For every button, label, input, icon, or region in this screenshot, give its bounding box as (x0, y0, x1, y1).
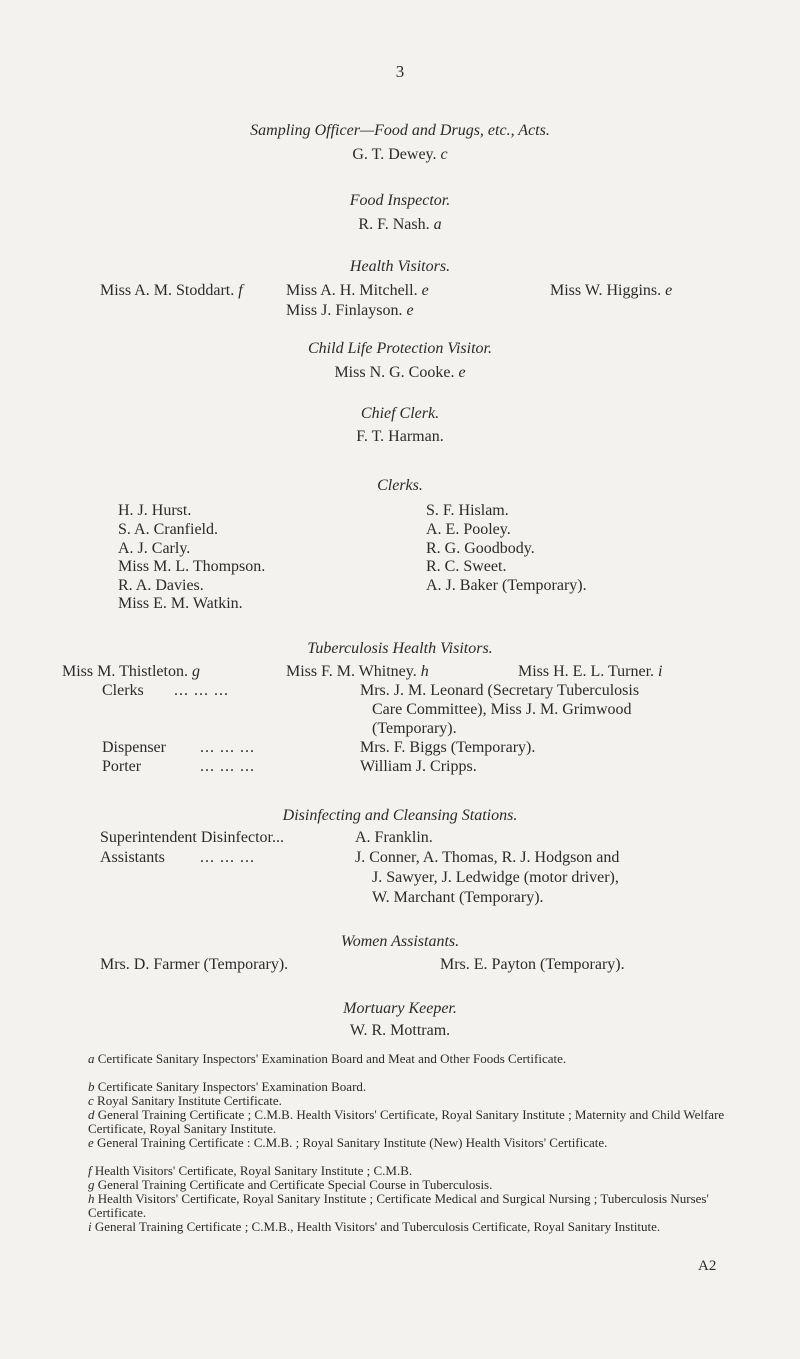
footnote (88, 1220, 728, 1234)
food-inspector-heading: Food Inspector. (349, 192, 451, 209)
chief-clerk-heading: Chief Clerk. (360, 405, 440, 422)
footnote-key: i (88, 1219, 92, 1234)
tb-visitor-entry (518, 663, 662, 681)
tb-visitor-name: Miss H. E. L. Turner. (518, 663, 655, 680)
tb-visitor-name: Miss M. Thistleton. (62, 663, 188, 680)
health-visitor-name: Miss A. H. Mitchell. (286, 282, 418, 299)
qualification-mark: h (420, 663, 429, 680)
qualification-mark: e (421, 282, 429, 299)
qualification-mark: g (191, 663, 200, 680)
footnote-key: g (88, 1177, 95, 1192)
clerk-name: H. J. Hurst. (118, 502, 192, 519)
footnote-text: Certificate Sanitary Inspectors' Examination Board and Meat and Other Foods Certificate. (97, 1051, 567, 1066)
disinfecting-role-value: J. Sawyer, J. Ledwidge (motor driver), (372, 869, 619, 886)
page-number: 3 (395, 62, 405, 81)
footnote-text: Royal Sanitary Institute Certificate. (97, 1093, 282, 1108)
food-inspector-entry (0, 216, 800, 234)
health-visitor-entry (100, 282, 243, 300)
clerk-name: S. F. Hislam. (426, 502, 509, 519)
qualification-mark: f (238, 282, 243, 299)
health-visitor-name: Miss W. Higgins. (550, 282, 662, 299)
tb-role-value: (Temporary). (372, 720, 457, 737)
child-life-heading: Child Life Protection Visitor. (308, 340, 492, 357)
health-visitor-name: Miss A. M. Stoddart. (100, 282, 235, 299)
tb-visitor-entry (62, 663, 200, 681)
health-visitors-heading: Health Visitors. (349, 258, 451, 275)
health-visitor-entry (286, 282, 429, 300)
leader-dots: ... ... ... (174, 682, 229, 699)
leader-dots: ... ... ... (200, 849, 255, 866)
clerk-name: A. J. Carly. (118, 540, 191, 557)
mortuary-name: W. R. Mottram. (349, 1022, 451, 1039)
clerk-name: A. E. Pooley. (426, 521, 511, 538)
tb-role-value: Mrs. J. M. Leonard (Secretary Tuberculosis (360, 682, 640, 699)
disinfecting-role-value: W. Marchant (Temporary). (372, 889, 544, 906)
footnote (88, 1136, 728, 1150)
women-assistant-name: Mrs. E. Payton (Temporary). (440, 956, 625, 973)
tb-role-value: William J. Cripps. (360, 758, 477, 775)
footnote-text: General Training Certificate ; C.M.B. Health Visitors' Certificate, Royal Sanitary Institute ; Maternity and Child Welfare Certificate, Royal Sanitary Institute. (88, 1107, 725, 1136)
footnote (88, 1108, 728, 1135)
women-assistant-name: Mrs. D. Farmer (Temporary). (100, 956, 289, 973)
footnote-key: d (88, 1107, 95, 1122)
clerk-name: R. C. Sweet. (426, 558, 507, 575)
clerk-name: Miss M. L. Thompson. (118, 558, 266, 575)
disinfecting-role-label: Assistants (100, 849, 165, 866)
disinfecting-heading: Disinfecting and Cleansing Stations. (282, 807, 518, 824)
tb-visitor-entry (286, 663, 429, 681)
sampling-officer-name: G. T. Dewey. (352, 146, 437, 163)
footnote-text: Health Visitors' Certificate, Royal Sanitary Institute ; Certificate Medical and Surgical Nursing ; Tuberculosis Nurses' Certificate. (88, 1191, 709, 1220)
child-life-entry (0, 364, 800, 382)
clerk-name: R. G. Goodbody. (426, 540, 535, 557)
footnote-key: f (88, 1163, 92, 1178)
tb-visitor-name: Miss F. M. Whitney. (286, 663, 417, 680)
footnote-text: Certificate Sanitary Inspectors' Examination Board. (97, 1079, 367, 1094)
disinfecting-role-value: A. Franklin. (355, 829, 433, 846)
footnote-key: c (88, 1093, 94, 1108)
footnote (88, 1094, 728, 1108)
qualification-mark: a (433, 216, 442, 233)
health-visitor-name: Miss J. Finlayson. (286, 302, 403, 319)
chief-clerk-name: F. T. Harman. (356, 428, 444, 445)
disinfecting-role-label: Superintendent Disinfector... (100, 829, 284, 846)
health-visitor-entry (286, 302, 414, 320)
tb-role-label: Clerks (102, 682, 144, 699)
child-life-name: Miss N. G. Cooke. (334, 364, 455, 381)
footnote-text: General Training Certificate : C.M.B. ; Royal Sanitary Institute (New) Health Visitors' Certificate. (97, 1135, 608, 1150)
sampling-officer-heading: Sampling Officer—Food and Drugs, etc., Acts. (250, 122, 550, 139)
disinfecting-role-value: J. Conner, A. Thomas, R. J. Hodgson and (355, 849, 620, 866)
footnote-text: Health Visitors' Certificate, Royal Sanitary Institute ; C.M.B. (94, 1163, 413, 1178)
mortuary-heading: Mortuary Keeper. (343, 1000, 457, 1017)
tb-role-label: Dispenser (102, 739, 166, 756)
qualification-mark: e (458, 364, 466, 381)
qualification-mark: e (406, 302, 414, 319)
footnote (88, 1164, 728, 1178)
health-visitor-entry (550, 282, 672, 300)
clerk-name: A. J. Baker (Temporary). (426, 577, 587, 594)
footnote-key: b (88, 1079, 95, 1094)
role-label-text: Superintendent Disinfector (100, 829, 272, 846)
footnote (88, 1192, 728, 1219)
tb-heading: Tuberculosis Health Visitors. (307, 640, 493, 657)
sampling-officer-entry (0, 146, 800, 164)
footnote (88, 1178, 728, 1192)
footnote-key: h (88, 1191, 95, 1206)
tb-role-value: Care Committee), Miss J. M. Grimwood (372, 701, 632, 718)
footnote (88, 1080, 728, 1094)
signature-mark: A2 (698, 1258, 717, 1274)
footnote-key: a (88, 1051, 95, 1066)
clerk-name: Miss E. M. Watkin. (118, 595, 243, 612)
leader-dots: ... ... ... (200, 739, 255, 756)
footnote-text: General Training Certificate and Certificate Special Course in Tuberculosis. (97, 1177, 493, 1192)
food-inspector-name: R. F. Nash. (358, 216, 430, 233)
clerk-name: R. A. Davies. (118, 577, 204, 594)
qualification-mark: i (658, 663, 663, 680)
tb-role-label: Porter (102, 758, 142, 775)
qualification-mark: c (440, 146, 448, 163)
footnote-key: e (88, 1135, 94, 1150)
footnote (88, 1052, 728, 1066)
women-assistants-heading: Women Assistants. (340, 933, 460, 950)
tb-role-value: Mrs. F. Biggs (Temporary). (360, 739, 536, 756)
qualification-mark: e (665, 282, 673, 299)
footnote-text: General Training Certificate ; C.M.B., Health Visitors' and Tuberculosis Certificate, Royal Sanitary Institute. (94, 1219, 661, 1234)
clerks-heading: Clerks. (377, 477, 423, 494)
leader-dots: ... ... ... (200, 758, 255, 775)
clerk-name: S. A. Cranfield. (118, 521, 218, 538)
